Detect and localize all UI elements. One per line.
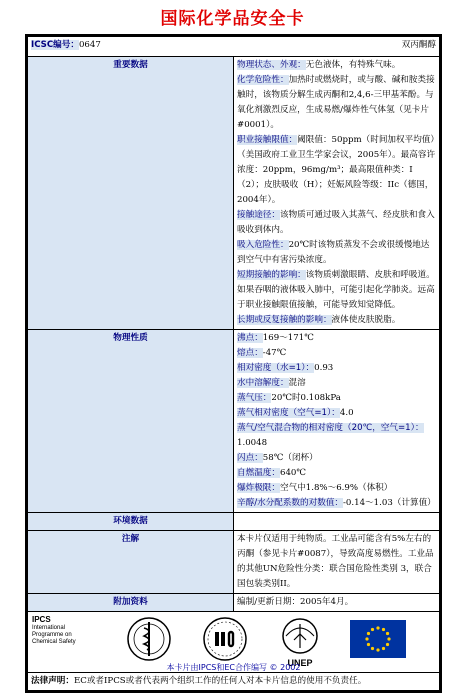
logos-strip xyxy=(28,612,439,672)
item-heading: 吸入危险性： xyxy=(237,240,289,250)
hazard-item xyxy=(237,268,436,313)
note-label: 注解 xyxy=(28,531,234,594)
eu-star-icon xyxy=(376,648,379,651)
environment-label: 环境数据 xyxy=(28,513,234,531)
item-heading: 蒸气相对密度（空气=1）： xyxy=(237,408,340,418)
item-text: 该物质刺激眼睛、皮肤和呼吸道。如果吞咽的液体吸入肺中，可能引起化学肺炎。远高于职业接触限值接触，可能导致知觉降低。 xyxy=(237,270,435,310)
item-text: 1.0048 xyxy=(237,438,268,448)
note-row xyxy=(28,531,440,594)
phys-item xyxy=(237,496,436,511)
item-heading: 化学危险性： xyxy=(237,75,289,85)
item-text: 空气中1.8%～6.9%（体积） xyxy=(279,483,393,493)
item-heading: 接触途径： xyxy=(237,210,280,220)
physical-content xyxy=(234,330,440,513)
item-text: 混溶 xyxy=(288,378,306,388)
icsc-cell xyxy=(28,37,440,57)
phys-item xyxy=(237,421,436,451)
item-text: 58℃（闭杯） xyxy=(262,453,318,463)
item-text: 该物质可通过吸入其蒸气、经皮肤和食入吸收到体内。 xyxy=(237,210,435,235)
item-text: 4.0 xyxy=(339,408,354,418)
hazard-label: 重要数据 xyxy=(28,57,234,330)
hazard-item xyxy=(237,313,436,328)
environment-content xyxy=(234,513,440,531)
item-heading: 职业接触限值： xyxy=(237,135,298,145)
legal-head: 法律声明： xyxy=(31,676,74,686)
phys-item xyxy=(237,466,436,481)
ipcs-abbr: IPCS xyxy=(32,615,51,624)
item-text: 169～171℃ xyxy=(262,333,314,343)
eu-star-icon xyxy=(386,643,389,646)
extra-label: 附加资料 xyxy=(28,594,234,612)
logos-cell xyxy=(28,612,440,673)
phys-item xyxy=(237,361,436,376)
item-heading: 闪点： xyxy=(237,453,263,463)
eu-star-icon xyxy=(382,628,385,631)
item-text: 0.93 xyxy=(314,363,334,373)
legal-cell xyxy=(28,673,440,691)
legal-text: EC或者IPCS或者代表两个组织工作的任何人对本卡片信息的使用不负责任。 xyxy=(73,676,367,686)
unep-text: UNEP xyxy=(287,658,313,668)
who-emblem-icon xyxy=(126,616,172,662)
physical-label: 物理性质 xyxy=(28,330,234,513)
note-content: 本卡片仅适用于纯物质。工业品可能含有5%左右的丙酮（参见卡片#0087），导致高度易燃性。工业品的其他UN危险性分类：联合国危险性类别 3，联合国包装类别II。 xyxy=(234,531,440,594)
phys-item xyxy=(237,391,436,406)
item-heading: 相对密度（水=1）： xyxy=(237,363,315,373)
hazard-item xyxy=(237,58,436,73)
ipcs-line1: International xyxy=(32,625,66,631)
icsc-number: 0647 xyxy=(78,40,101,50)
extra-row xyxy=(28,594,440,612)
hazard-item xyxy=(237,73,436,133)
item-text: 阈限值：50ppm（时间加权平均值）（美国政府工业卫生学家会议，2005年）。最高容许浓度：20ppm，96mg/m³；最高限值种类：I（2）；皮肤吸收（H）；妊娠风险等级：IIc（德国，2004年）。 xyxy=(237,135,436,205)
eu-star-icon xyxy=(365,637,368,640)
phys-item xyxy=(237,376,436,391)
phys-item xyxy=(237,451,436,466)
item-text: 液体使皮肤脱脂。 xyxy=(331,315,401,325)
item-text: 20℃时该物质蒸发不会或很缓慢地达到空气中有害污染浓度。 xyxy=(237,240,430,265)
item-heading: 长期或反复接触的影响： xyxy=(237,315,332,325)
hazard-item xyxy=(237,133,436,208)
item-text: -47℃ xyxy=(262,348,287,358)
eu-star-icon xyxy=(367,643,370,646)
item-heading: 物理状态、外观： xyxy=(237,60,306,70)
hazard-content xyxy=(234,57,440,330)
ipcs-line2: Programme on xyxy=(32,632,72,638)
safety-card xyxy=(25,34,442,693)
phys-item xyxy=(237,346,436,361)
eu-star-icon xyxy=(382,647,385,650)
ilo-emblem-icon xyxy=(202,616,248,662)
eu-star-icon xyxy=(386,632,389,635)
card-table xyxy=(27,36,440,691)
ipcs-block xyxy=(32,616,76,646)
icsc-row xyxy=(28,37,440,57)
chemical-name: 双丙酮醇 xyxy=(401,40,436,50)
hazard-item xyxy=(237,238,436,268)
item-text: 20℃时0.108kPa xyxy=(271,393,341,403)
item-heading: 蒸气压： xyxy=(237,393,272,403)
item-heading: 爆炸极限： xyxy=(237,483,280,493)
item-text: 无色液体，有特殊气味。 xyxy=(305,60,401,70)
eu-star-icon xyxy=(376,626,379,629)
logos-row xyxy=(28,612,440,673)
item-heading: 水中溶解度： xyxy=(237,378,289,388)
eu-flag-icon xyxy=(350,620,406,658)
item-text: -0.14～1.03（计算值） xyxy=(343,498,436,508)
item-text: 640℃ xyxy=(279,468,307,478)
item-heading: 蒸气/空气混合物的相对密度（20℃，空气=1）： xyxy=(237,423,424,433)
phys-item xyxy=(237,406,436,421)
extra-content: 编制/更新日期：2005年4月。 xyxy=(234,594,440,612)
footer-note: 本卡片由IPCS和EC合作编写 © 2002 xyxy=(166,663,301,672)
eu-star-icon xyxy=(367,632,370,635)
ipcs-line3: Chemical Safety xyxy=(32,639,76,645)
eu-star-icon xyxy=(371,628,374,631)
physical-row xyxy=(28,330,440,513)
item-heading: 自燃温度： xyxy=(237,468,280,478)
item-heading: 沸点： xyxy=(237,333,263,343)
phys-item xyxy=(237,481,436,496)
hazard-item xyxy=(237,208,436,238)
item-heading: 辛醇/水分配系数的对数值： xyxy=(237,498,344,508)
eu-star-icon xyxy=(387,637,390,640)
item-heading: 短期接触的影响： xyxy=(237,270,306,280)
item-heading: 熔点： xyxy=(237,348,263,358)
legal-row xyxy=(28,673,440,691)
phys-item xyxy=(237,331,436,346)
environment-row xyxy=(28,513,440,531)
icsc-label: ICSC编号： xyxy=(31,40,79,50)
card-title: 国际化学品安全卡 xyxy=(160,9,305,29)
item-text: 加热时或燃烧时，或与酸、碱和胺类接触时，该物质分解生成丙酮和2,4,6-三甲基苯酚。与氧化剂激烈反应，生成易燃/爆炸性气体氢（见卡片#0001）。 xyxy=(237,75,435,130)
eu-star-icon xyxy=(371,647,374,650)
hazard-row xyxy=(28,57,440,330)
